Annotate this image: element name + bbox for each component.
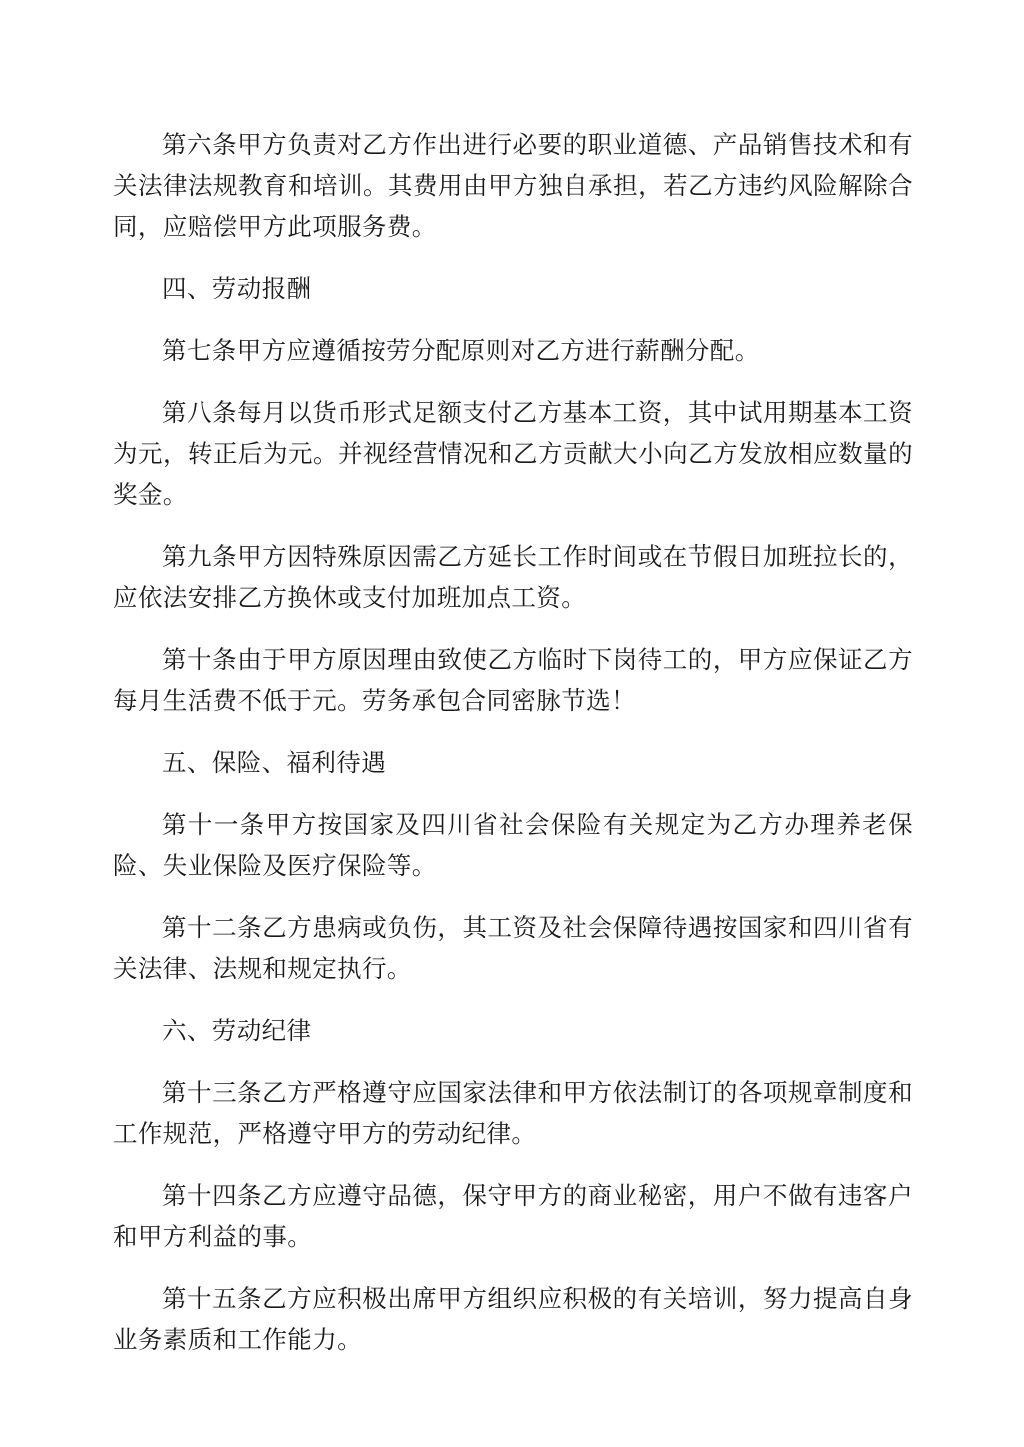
paragraph-article-12: 第十二条乙方患病或负伤，其工资及社会保障待遇按国家和四川省有关法律、法规和规定执行。: [113, 913, 913, 983]
paragraph-article-11: 第十一条甲方按国家及四川省社会保险有关规定为乙方办理养老保险、失业保险及医疗保险等。: [113, 810, 913, 880]
paragraph-article-10: 第十条由于甲方原因理由致使乙方临时下岗待工的，甲方应保证乙方每月生活费不低于元。劳务承包合同密脉节选！: [113, 645, 913, 715]
paragraph-article-9: 第九条甲方因特殊原因需乙方延长工作时间或在节假日加班拉长的，应依法安排乙方换休或支付加班加点工资。: [113, 542, 913, 612]
paragraph-article-15: 第十五条乙方应积极出席甲方组织应积极的有关培训，努力提高自身业务素质和工作能力。: [113, 1284, 913, 1354]
section-heading-discipline: 六、劳动纪律: [162, 1016, 312, 1045]
paragraph-article-7: 第七条甲方应遵循按劳分配原则对乙方进行薪酬分配。: [162, 336, 760, 365]
document-page: [113, 124, 913, 1381]
paragraph-article-13: 第十三条乙方严格遵守应国家法律和甲方依法制订的各项规章制度和工作规范，严格遵守甲方的劳动纪律。: [113, 1078, 913, 1148]
paragraph-article-14: 第十四条乙方应遵守品德，保守甲方的商业秘密，用户不做有违客户和甲方利益的事。: [113, 1181, 913, 1251]
section-heading-insurance: 五、保险、福利待遇: [162, 748, 387, 777]
paragraph-article-6: 第六条甲方负责对乙方作出进行必要的职业道德、产品销售技术和有关法律法规教育和培训。其费用由甲方独自承担，若乙方违约风险解除合同，应赔偿甲方此项服务费。: [113, 130, 913, 241]
paragraph-article-8: 第八条每月以货币形式足额支付乙方基本工资，其中试用期基本工资为元，转正后为元。并视经营情况和乙方贡献大小向乙方发放相应数量的奖金。: [113, 398, 913, 509]
section-heading-remuneration: 四、劳动报酬: [162, 274, 312, 303]
